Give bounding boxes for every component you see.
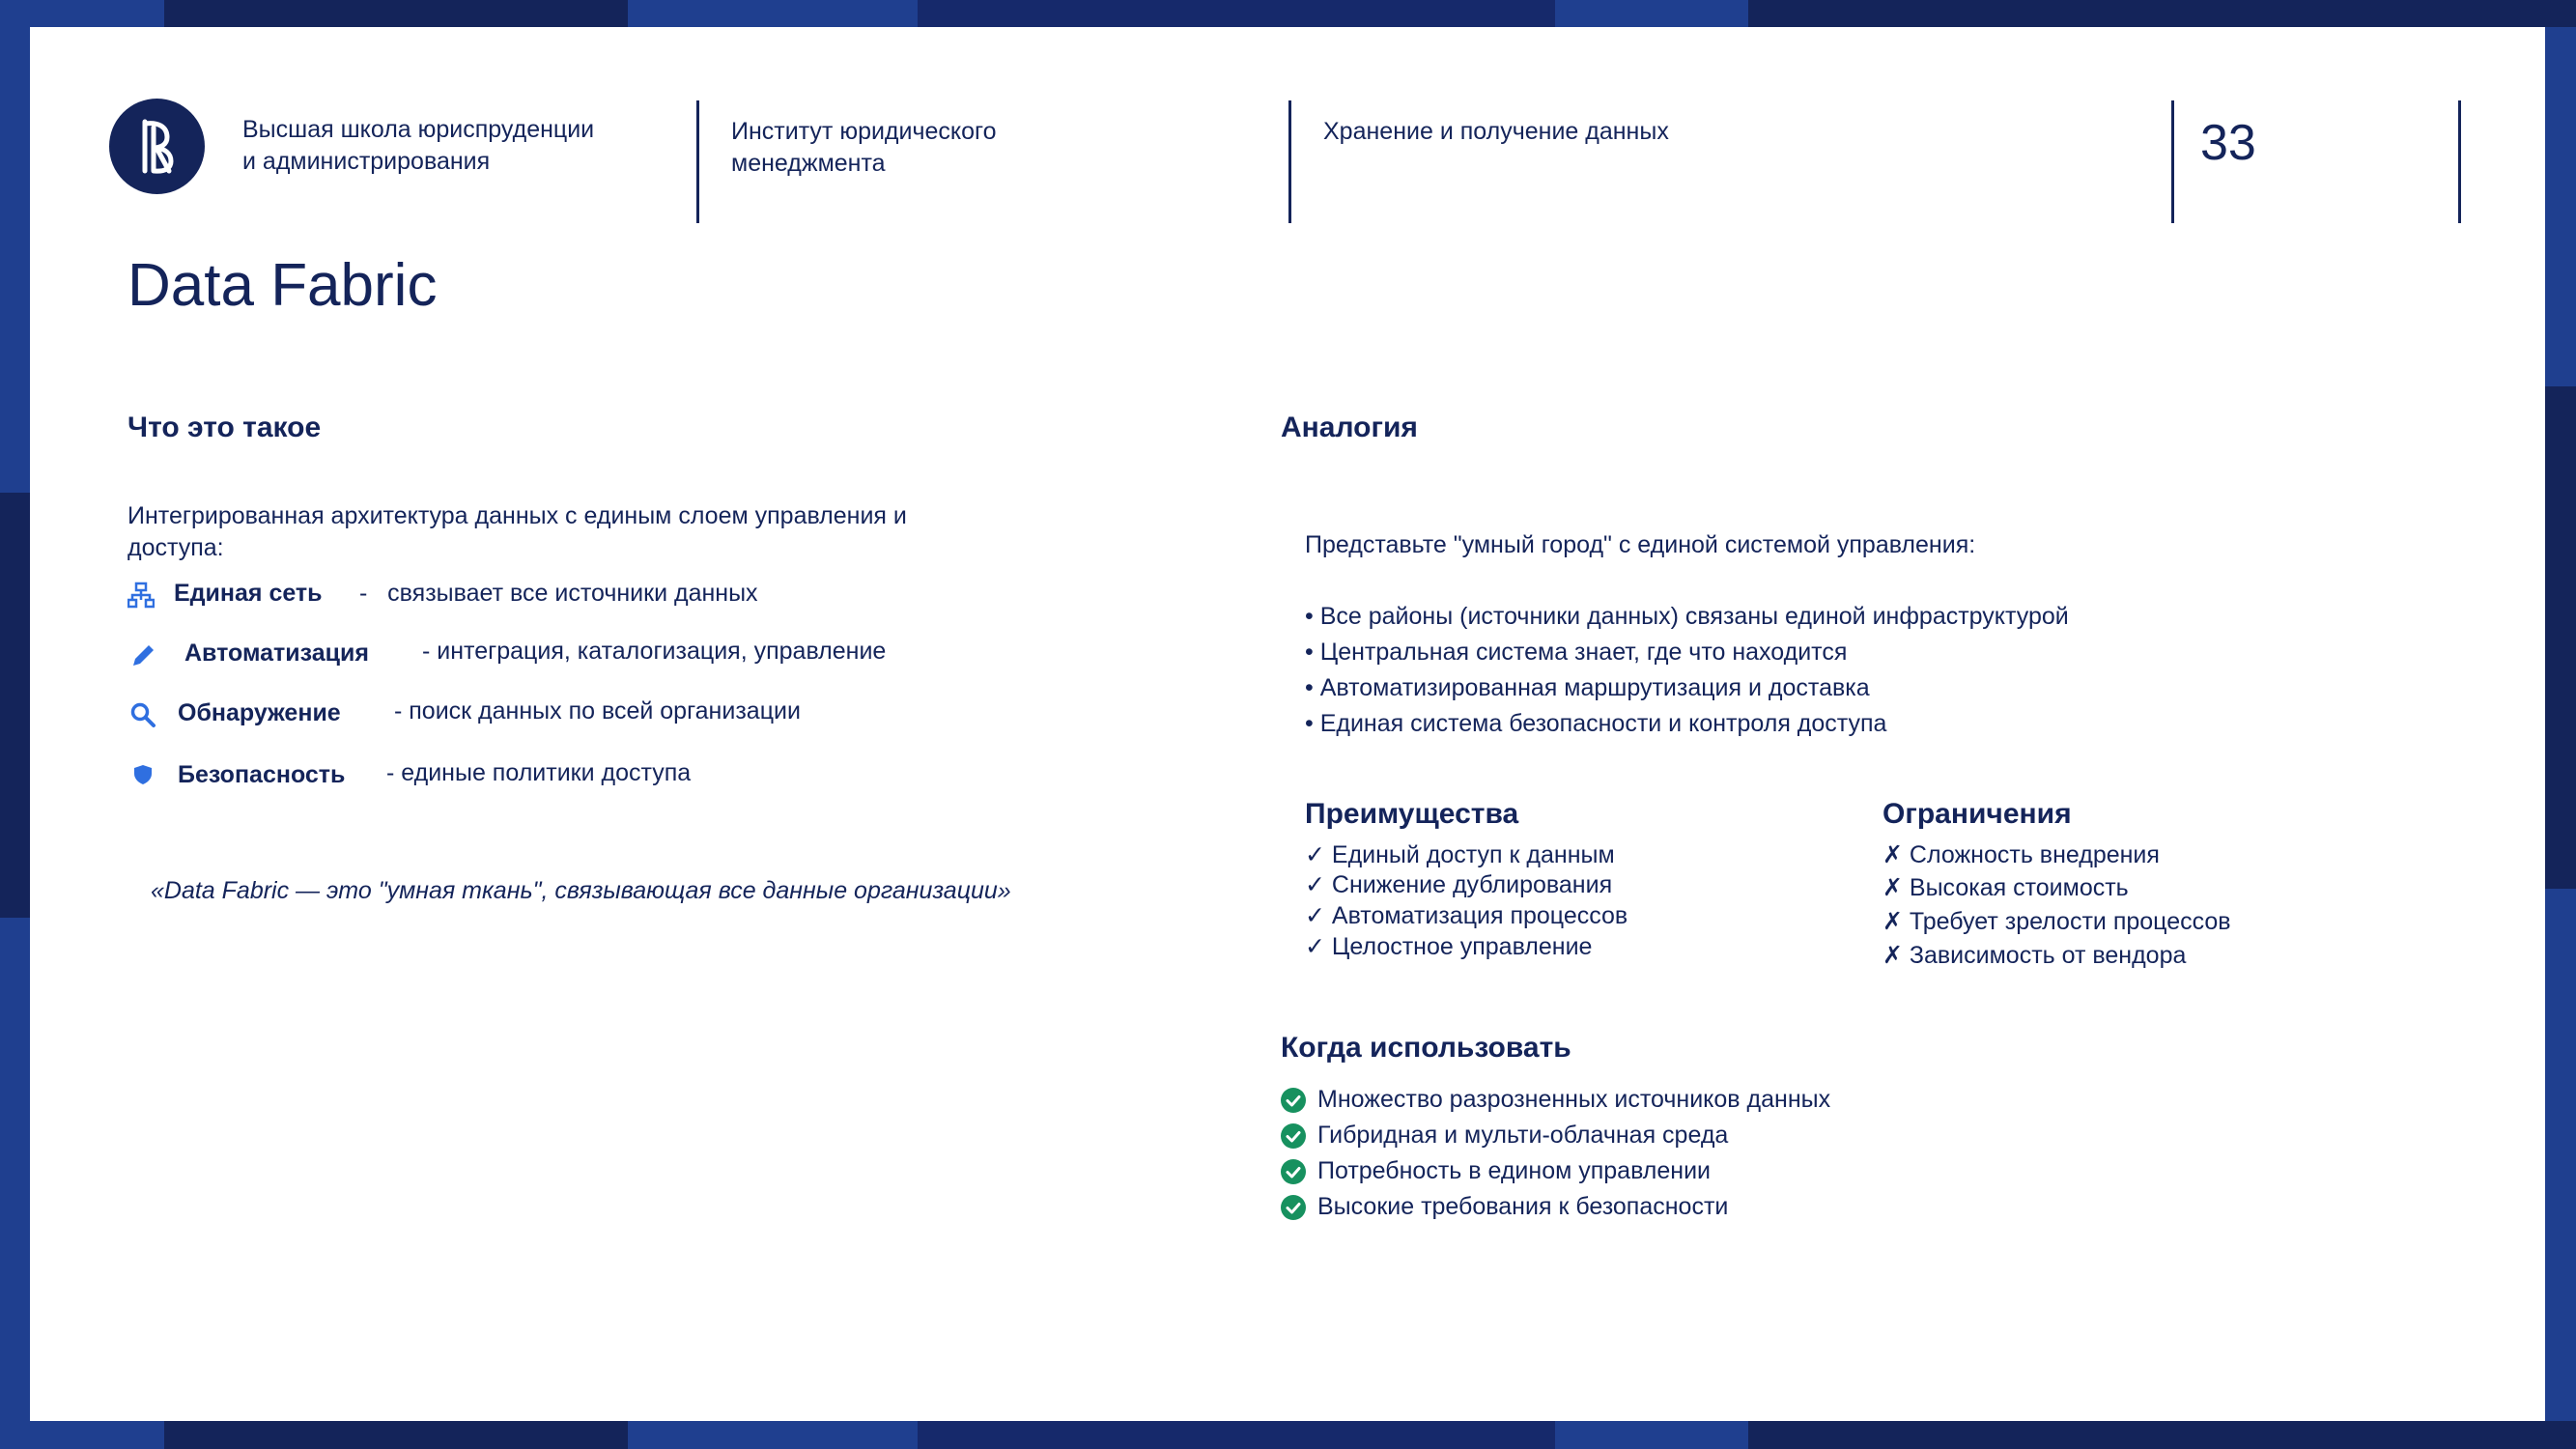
what-is-heading: Что это такое	[127, 412, 322, 443]
list-item: ✓ Снижение дублирования	[1305, 871, 1613, 898]
feature-description: - единые политики доступа	[386, 759, 692, 786]
org-name	[242, 114, 648, 178]
list-item: • Все районы (источники данных) связаны единой инфраструктурой	[1305, 603, 2069, 630]
search-icon	[129, 701, 156, 728]
feature-name: Безопасность	[178, 761, 346, 788]
feature-name: Единая сеть	[174, 580, 323, 607]
shield-icon	[131, 763, 155, 786]
analogy-intro: Представьте "умный город" с единой системой управления:	[1305, 531, 1976, 558]
feature-name: Обнаружение	[178, 699, 341, 726]
check-circle-icon	[1281, 1159, 1306, 1184]
page-number: 33	[2200, 115, 2256, 171]
frame-decoration	[2545, 386, 2576, 889]
network-icon	[127, 582, 155, 609]
course-name: Хранение и получение данных	[1323, 118, 1669, 145]
frame-decoration	[164, 1421, 628, 1449]
frame-decoration	[0, 493, 30, 918]
check-circle-icon	[1281, 1123, 1306, 1149]
frame-decoration	[918, 0, 1555, 27]
institute-name-line: менеджмента	[731, 150, 886, 177]
header-divider	[1288, 100, 1291, 223]
institute-name-line: Институт юридического	[731, 118, 997, 145]
slide-title: Data Fabric	[127, 252, 438, 319]
list-item: ✓ Единый доступ к данным	[1305, 841, 1615, 868]
list-item: ✗ Зависимость от вендора	[1882, 942, 2187, 969]
list-item: ✗ Требует зрелости процессов	[1882, 908, 2231, 935]
feature-description: - интеграция, каталогизация, управление	[422, 638, 887, 665]
hse-logo	[109, 99, 205, 194]
advantages-list	[1305, 839, 1628, 962]
list-item: Множество разрозненных источников данных	[1317, 1086, 1831, 1113]
check-circle-icon	[1281, 1195, 1306, 1220]
advantages-heading: Преимущества	[1305, 798, 1519, 830]
list-item: Потребность в едином управлении	[1317, 1157, 1712, 1184]
limitations-list	[1882, 839, 2231, 973]
header-divider	[2458, 100, 2461, 223]
frame-decoration	[164, 0, 628, 27]
list-item: ✗ Высокая стоимость	[1882, 874, 2129, 901]
frame-decoration	[1748, 0, 2576, 27]
list-item: Высокие требования к безопасности	[1317, 1193, 1729, 1220]
what-is-intro	[127, 500, 997, 564]
list-item: ✗ Сложность внедрения	[1882, 841, 2160, 868]
list-item: • Центральная система знает, где что находится	[1305, 639, 1848, 666]
institute-name	[731, 116, 1118, 180]
analogy-heading: Аналогия	[1281, 412, 1418, 443]
check-circle-icon	[1281, 1088, 1306, 1113]
feature-name: Автоматизация	[184, 639, 369, 667]
header-divider	[696, 100, 699, 223]
pencil-icon	[130, 641, 157, 668]
org-name-line: Высшая школа юриспруденции	[242, 116, 595, 143]
quote: «Data Fabric — это "умная ткань", связывающая все данные организации»	[151, 877, 1011, 904]
header-divider	[2171, 100, 2174, 223]
list-item: Гибридная и мульти-облачная среда	[1317, 1122, 1729, 1149]
slide	[30, 27, 2545, 1421]
feature-description: - связывает все источники данных	[359, 580, 758, 607]
org-name-line: и администрирования	[242, 148, 491, 175]
list-item: • Единая система безопасности и контроля доступа	[1305, 710, 1887, 737]
analogy-list	[1305, 599, 2271, 742]
frame-decoration	[1748, 1421, 2576, 1449]
list-item: ✓ Автоматизация процессов	[1305, 902, 1628, 929]
frame-decoration	[918, 1421, 1555, 1449]
list-item: ✓ Целостное управление	[1305, 933, 1593, 960]
when-to-use-heading: Когда использовать	[1281, 1032, 1571, 1064]
feature-description: - поиск данных по всей организации	[394, 697, 801, 724]
list-item: • Автоматизированная маршрутизация и доставка	[1305, 674, 1870, 701]
intro-line: доступа:	[127, 534, 224, 561]
limitations-heading: Ограничения	[1882, 798, 2072, 830]
intro-line: Интегрированная архитектура данных с единым слоем управления и	[127, 502, 907, 529]
